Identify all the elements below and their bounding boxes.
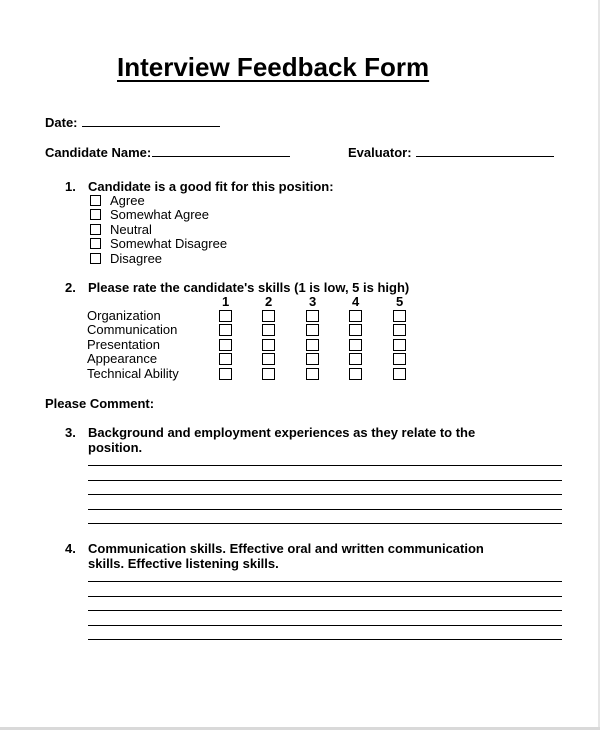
skill-label: Organization xyxy=(87,308,161,323)
date-label: Date: xyxy=(45,115,78,130)
evaluator-field xyxy=(348,145,554,160)
rating-checkbox[interactable] xyxy=(306,353,319,365)
checkbox[interactable] xyxy=(90,238,101,249)
q1-option-label: Neutral xyxy=(110,222,152,237)
rating-checkbox[interactable] xyxy=(349,310,362,322)
rating-checkbox[interactable] xyxy=(219,310,232,322)
rating-checkbox[interactable] xyxy=(393,368,406,380)
rating-checkbox[interactable] xyxy=(393,339,406,351)
q4-answer-line[interactable] xyxy=(88,639,562,640)
form-title: Interview Feedback Form xyxy=(117,52,430,82)
evaluator-label: Evaluator: xyxy=(348,145,412,160)
rating-checkbox[interactable] xyxy=(262,324,275,336)
q1-option-label: Agree xyxy=(110,193,145,208)
rating-checkbox[interactable] xyxy=(262,353,275,365)
rating-scale-2: 2 xyxy=(265,294,273,309)
checkbox[interactable] xyxy=(90,209,101,220)
q4-answer-line[interactable] xyxy=(88,625,562,626)
candidate-name-label: Candidate Name: xyxy=(45,145,152,160)
q1-option[interactable] xyxy=(90,236,227,250)
question-4-text-line-1: Communication skills. Effective oral and written communication xyxy=(88,541,484,556)
rating-scale-1: 1 xyxy=(222,294,230,309)
q1-option-label: Somewhat Disagree xyxy=(110,236,228,251)
question-4-number: 4. xyxy=(65,541,76,556)
question-1-number: 1. xyxy=(65,179,76,194)
q3-answer-line[interactable] xyxy=(88,465,562,466)
q3-answer-line[interactable] xyxy=(88,480,562,481)
q1-option[interactable] xyxy=(90,193,145,207)
q1-option[interactable] xyxy=(90,207,209,221)
question-1-text: Candidate is a good fit for this position: xyxy=(88,179,334,194)
q3-answer-line[interactable] xyxy=(88,523,562,524)
rating-checkbox[interactable] xyxy=(262,339,275,351)
q1-option-label: Somewhat Agree xyxy=(110,207,210,222)
q4-answer-line[interactable] xyxy=(88,596,562,597)
rating-checkbox[interactable] xyxy=(219,339,232,351)
rating-checkbox[interactable] xyxy=(306,324,319,336)
skill-label: Presentation xyxy=(87,337,160,352)
candidate-name-field xyxy=(45,145,290,160)
rating-scale-4: 4 xyxy=(352,294,360,309)
checkbox[interactable] xyxy=(90,253,101,264)
rating-scale-5: 5 xyxy=(396,294,404,309)
checkbox[interactable] xyxy=(90,224,101,235)
question-3-number: 3. xyxy=(65,425,76,440)
skill-label: Technical Ability xyxy=(87,366,179,381)
rating-checkbox[interactable] xyxy=(393,353,406,365)
rating-checkbox[interactable] xyxy=(306,310,319,322)
date-input-line[interactable] xyxy=(82,115,220,127)
question-2-text: Please rate the candidate's skills (1 is low, 5 is high) xyxy=(88,280,410,295)
evaluator-input-line[interactable] xyxy=(416,145,554,157)
checkbox[interactable] xyxy=(90,195,101,206)
q4-answer-line[interactable] xyxy=(88,581,562,582)
rating-checkbox[interactable] xyxy=(349,324,362,336)
q1-option[interactable] xyxy=(90,222,152,236)
q3-answer-line[interactable] xyxy=(88,509,562,510)
question-3-text-line-1: Background and employment experiences as they relate to the xyxy=(88,425,476,440)
rating-checkbox[interactable] xyxy=(349,353,362,365)
question-2-number: 2. xyxy=(65,280,76,295)
rating-checkbox[interactable] xyxy=(262,368,275,380)
rating-checkbox[interactable] xyxy=(262,310,275,322)
question-4-text-line-2: skills. Effective listening skills. xyxy=(88,556,279,571)
rating-checkbox[interactable] xyxy=(306,339,319,351)
date-field xyxy=(45,115,220,130)
rating-checkbox[interactable] xyxy=(219,368,232,380)
rating-checkbox[interactable] xyxy=(393,310,406,322)
skill-label: Communication xyxy=(87,322,178,337)
skill-label: Appearance xyxy=(87,351,158,366)
rating-checkbox[interactable] xyxy=(306,368,319,380)
rating-checkbox[interactable] xyxy=(349,368,362,380)
rating-scale-3: 3 xyxy=(309,294,317,309)
rating-checkbox[interactable] xyxy=(219,324,232,336)
comment-label: Please Comment: xyxy=(45,396,155,411)
q1-option[interactable] xyxy=(90,251,162,265)
candidate-name-input-line[interactable] xyxy=(152,145,290,157)
question-3-text-line-2: position. xyxy=(88,440,143,455)
q4-answer-line[interactable] xyxy=(88,610,562,611)
rating-checkbox[interactable] xyxy=(219,353,232,365)
q1-option-label: Disagree xyxy=(110,251,163,266)
q3-answer-line[interactable] xyxy=(88,494,562,495)
rating-checkbox[interactable] xyxy=(349,339,362,351)
rating-checkbox[interactable] xyxy=(393,324,406,336)
